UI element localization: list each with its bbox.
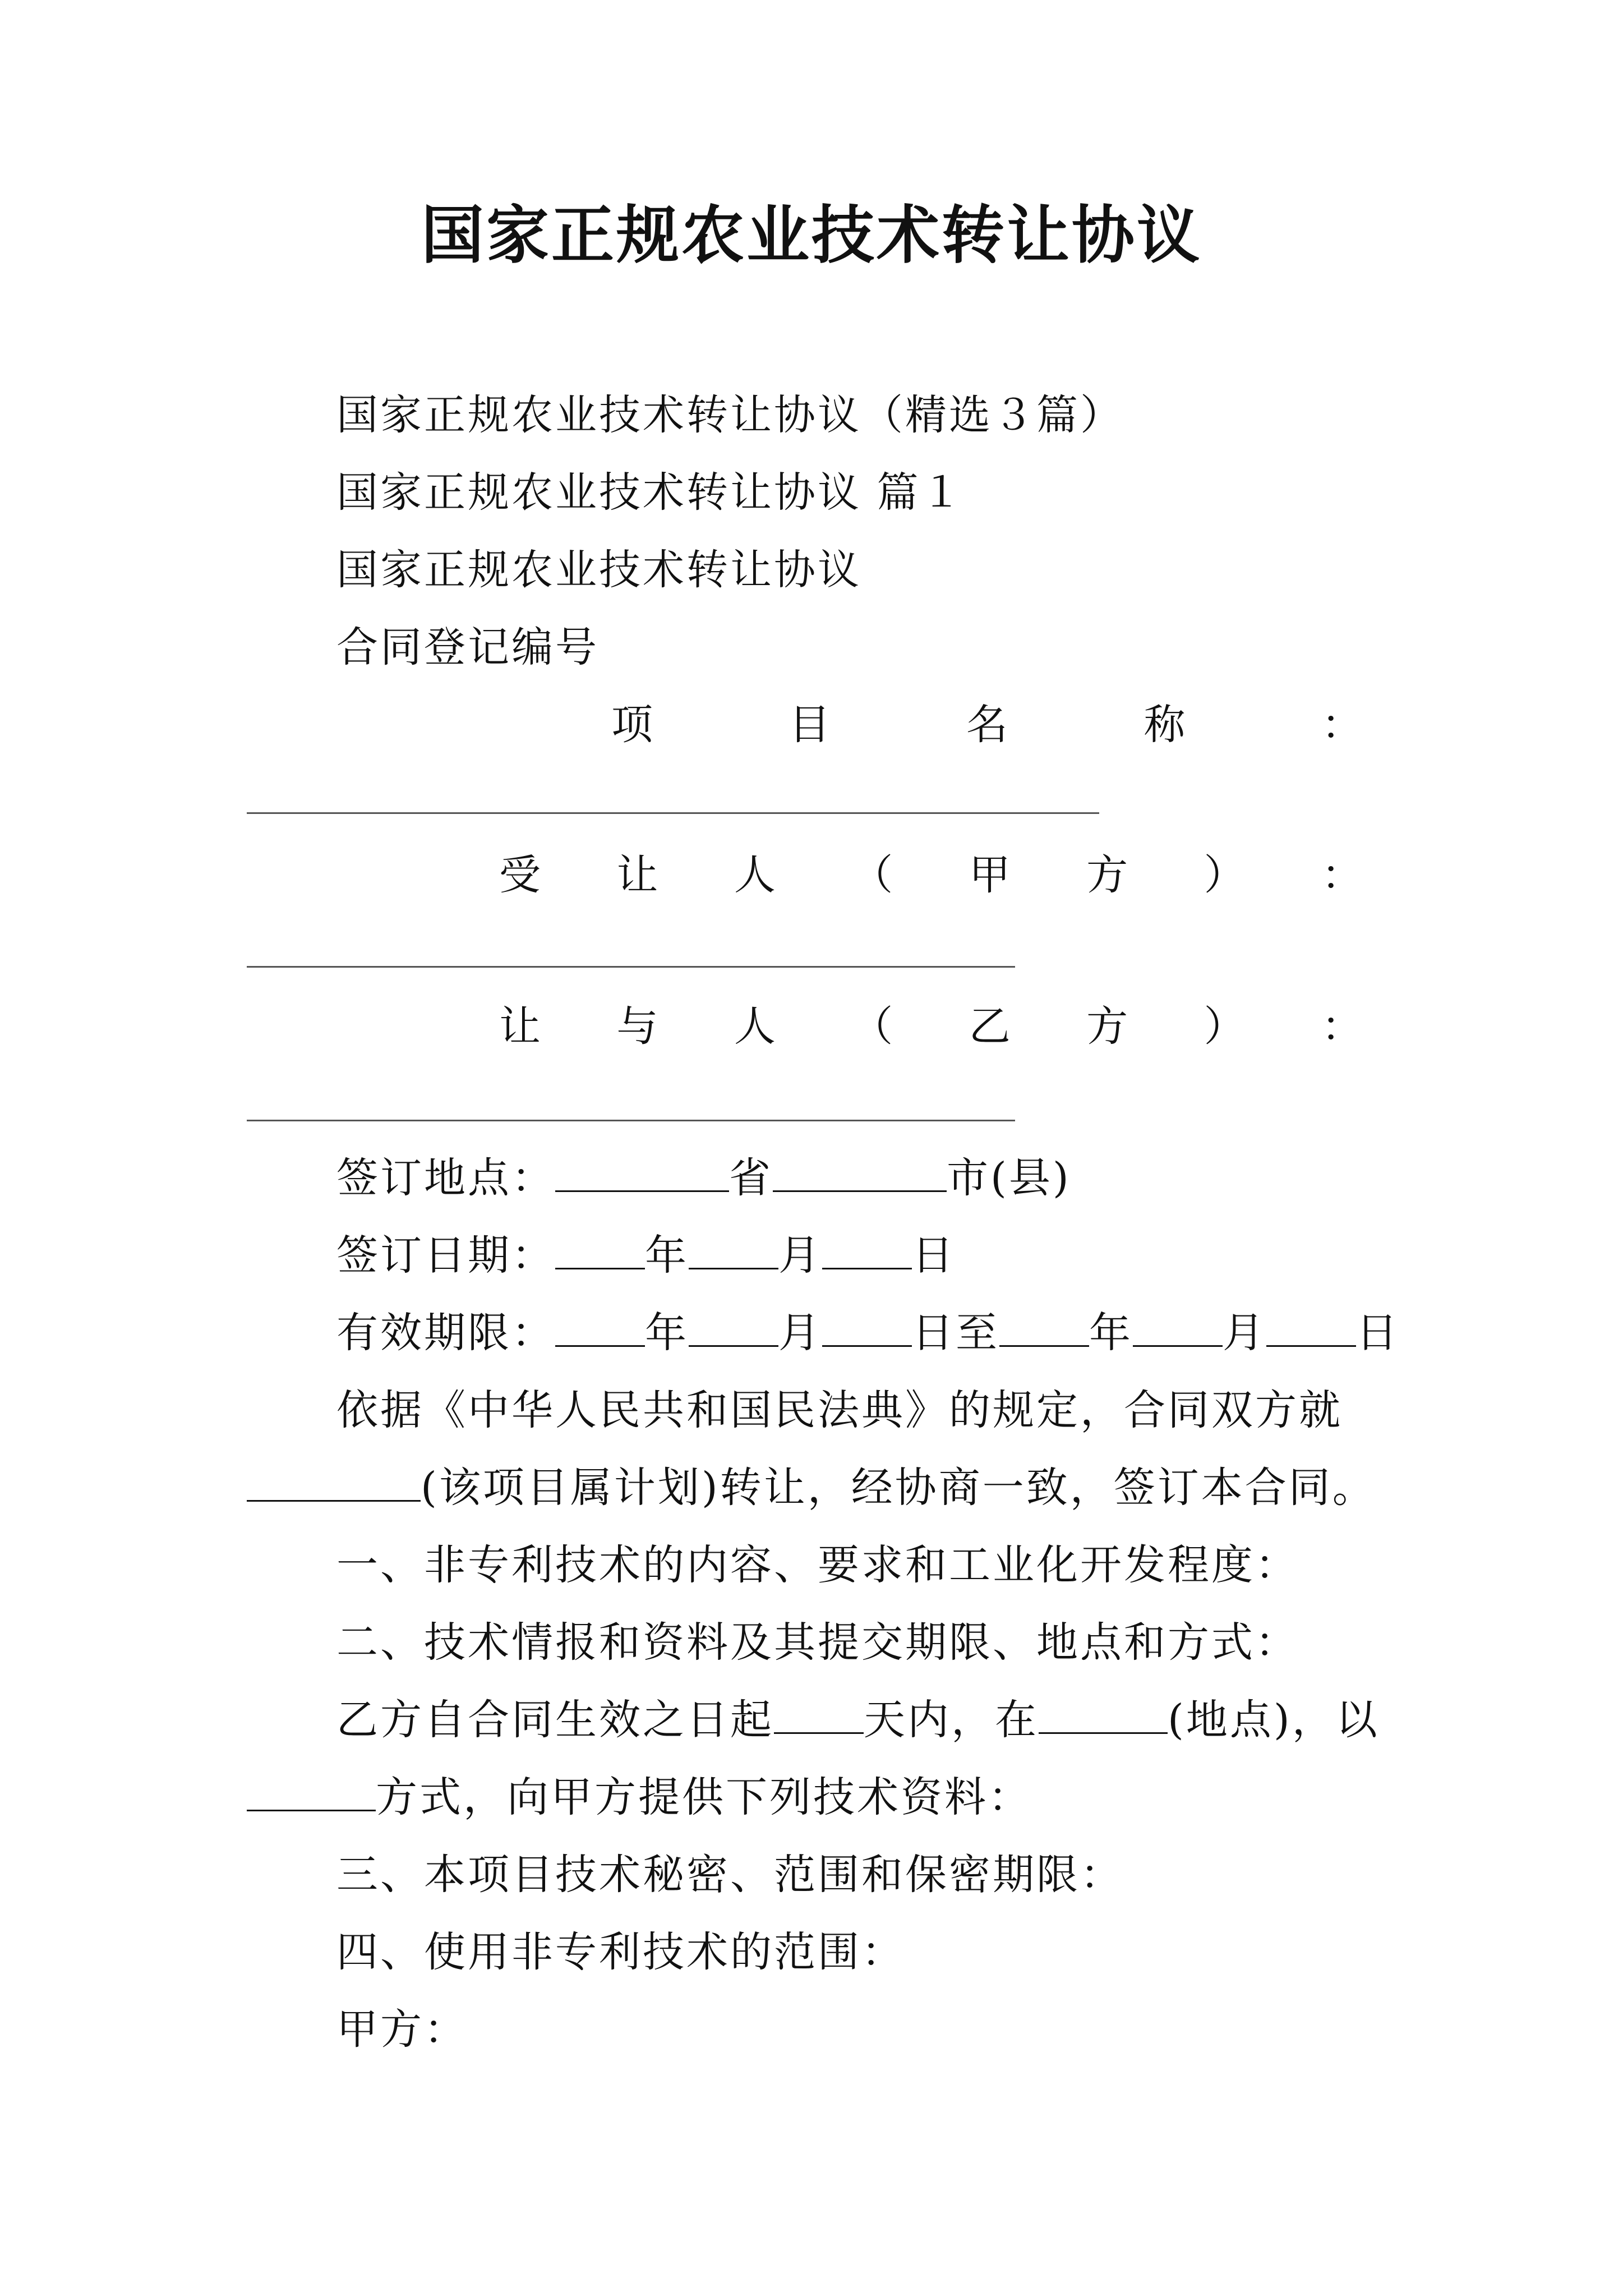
contract-name: 国家正规农业技术转让协议 [336,546,861,594]
subtitle-line: 国家正规农业技术转让协议（精选３篇） [336,391,1124,439]
document-title: 国家正规农业技术转让协议 [421,199,1202,272]
party-a-blank [247,966,1015,968]
party-b-blank [247,1120,1015,1121]
section-3-heading: 三、本项目技术秘密、范围和保密期限： [336,1851,1124,1899]
basis-paragraph-line1: 依据《中华人民共和国民法典》的规定，合同双方就 [336,1386,1343,1434]
basis-paragraph-line2: (该项目属计划)转让，经协商一致，签订本合同。 [247,1460,1376,1516]
project-name-blank [247,812,1099,814]
section-1-heading: 一、非专利技术的内容、要求和工业化开发程度： [336,1541,1299,1589]
section-heading: 国家正规农业技术转让协议 篇１ [336,468,965,517]
section-2-detail-line2: 方式，向甲方提供下列技术资料： [247,1769,1032,1825]
section-2-detail-line1: 乙方自合同生效之日起 天内，在 (地点)，以 [336,1692,1380,1748]
registration-number-label: 合同登记编号 [336,623,599,671]
section-4-heading: 四、使用非专利技术的范围： [336,1928,905,1976]
party-a-signature-label: 甲方： [336,2005,468,2054]
project-name-label: 项 目 名 称 ： [611,701,1363,749]
sign-place-line: 签订地点： 省 市(县) [336,1150,1071,1206]
sign-date-line: 签订日期： 年 月 日 [336,1227,956,1283]
party-a-label: 受 让 人 （ 甲 方 ） ： [499,851,1363,899]
party-b-label: 让 与 人 （ 乙 方 ） ： [499,1002,1363,1051]
section-2-heading: 二、技术情报和资料及其提交期限、地点和方式： [336,1618,1299,1667]
validity-line: 有效期限： 年 月 日至 年 月 日 [336,1305,1400,1361]
